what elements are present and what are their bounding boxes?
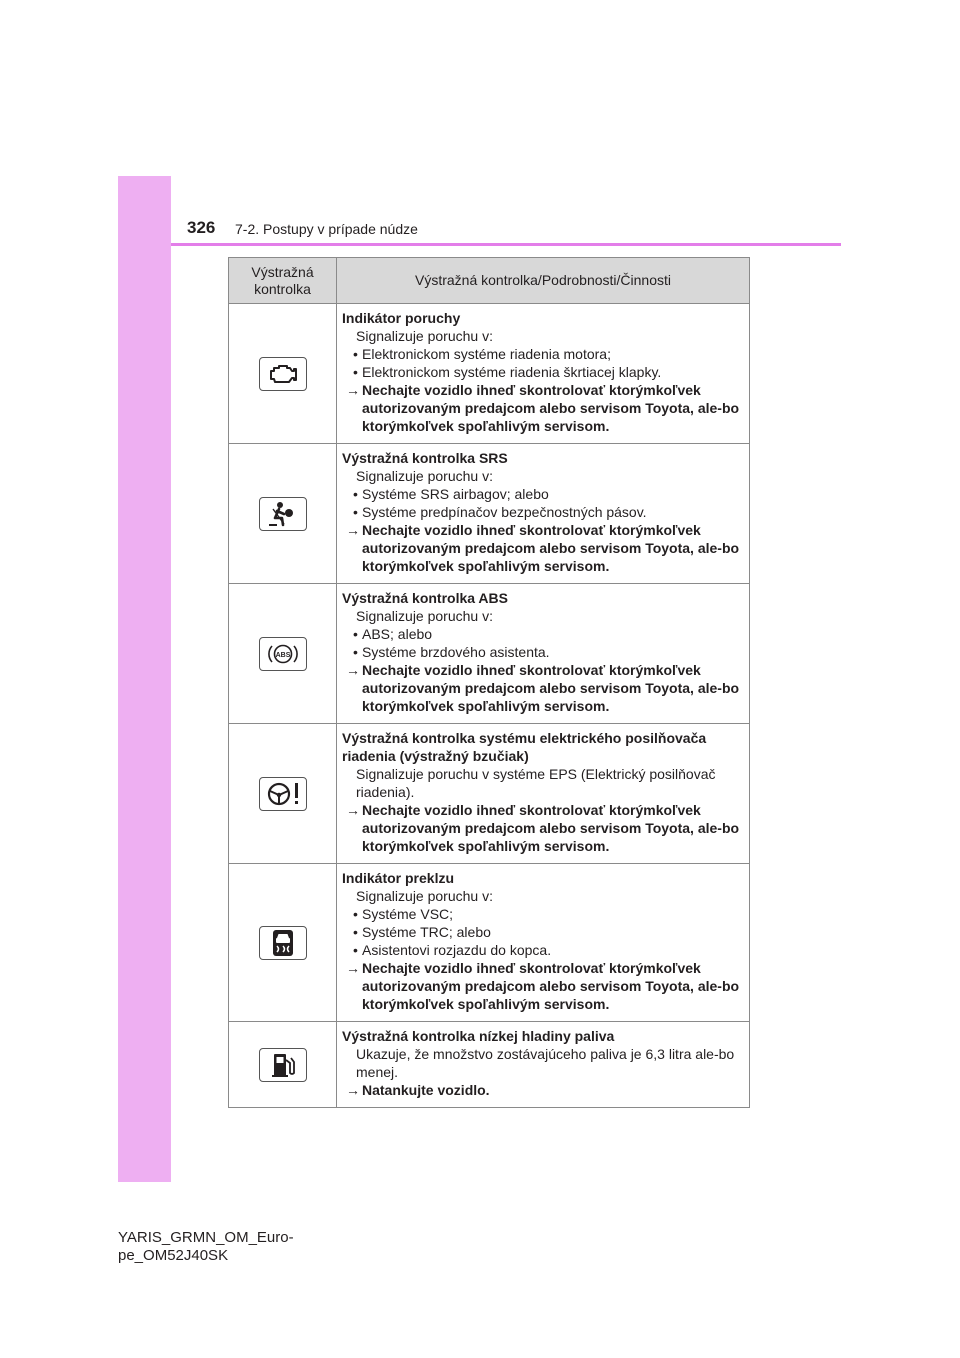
arrow-icon: →	[346, 382, 360, 398]
warning-intro: Signalizuje poruchu v:	[356, 608, 493, 624]
action-text: Nechajte vozidlo ihneď skontrolovať ktorýmkoľvek autorizovaným predajcom alebo servisom Toyota, ale-bo ktorýmkoľvek spoľahlivým servisom.	[362, 522, 740, 574]
table-row	[229, 444, 750, 584]
table-row	[229, 584, 750, 724]
table-row	[229, 724, 750, 864]
icon-cell	[229, 724, 337, 864]
page-number: 326	[187, 218, 216, 237]
abs-icon	[259, 637, 307, 671]
warning-intro: Ukazuje, že množstvo zostávajúceho paliva je 6,3 litra ale-bo menej.	[356, 1046, 735, 1080]
table-header-row	[229, 258, 750, 304]
warning-intro: Signalizuje poruchu v systéme EPS (Elektrický posilňovač riadenia).	[356, 766, 716, 800]
arrow-icon: →	[346, 662, 360, 678]
warning-action	[342, 959, 745, 1013]
icon-cell	[229, 444, 337, 584]
warning-lights-table	[228, 257, 750, 1108]
action-text: Natankujte vozidlo.	[362, 1082, 490, 1098]
warning-intro: Signalizuje poruchu v:	[356, 468, 493, 484]
warning-title: Výstražná kontrolka systému elektrického posilňovača riadenia (výstražný bzučiak)	[342, 730, 707, 764]
document-id-line: YARIS_GRMN_OM_Euro-	[118, 1229, 294, 1246]
warning-bullet: • ABS; alebo	[342, 625, 745, 643]
table-row	[229, 304, 750, 444]
warning-bullet: • Systéme VSC;	[342, 905, 745, 923]
chapter-title: 7-2. Postupy v prípade núdze	[235, 221, 418, 237]
warning-title: Výstražná kontrolka ABS	[342, 590, 508, 606]
engine-malfunction-icon	[259, 357, 307, 391]
warning-bullet: • Elektronickom systéme riadenia škrtiacej klapky.	[342, 363, 745, 381]
arrow-icon: →	[346, 960, 360, 976]
action-text: Nechajte vozidlo ihneď skontrolovať ktorýmkoľvek autorizovaným predajcom alebo servisom Toyota, ale-bo ktorýmkoľvek spoľahlivým servisom.	[362, 662, 740, 714]
description-cell	[337, 1022, 750, 1108]
arrow-icon: →	[346, 802, 360, 818]
column-header-description: Výstražná kontrolka/Podrobnosti/Činnosti	[337, 258, 750, 304]
warning-title: Indikátor preklzu	[342, 870, 455, 886]
warning-action	[342, 381, 745, 435]
arrow-icon: →	[346, 522, 360, 538]
eps-steering-wheel-icon	[259, 777, 307, 811]
warning-intro: Signalizuje poruchu v:	[356, 888, 493, 904]
slip-indicator-icon	[259, 926, 307, 960]
table-row	[229, 864, 750, 1022]
action-text: Nechajte vozidlo ihneď skontrolovať ktorýmkoľvek autorizovaným predajcom alebo servisom Toyota, ale-bo ktorýmkoľvek spoľahlivým servisom.	[362, 960, 740, 1012]
warning-bullet: • Systéme SRS airbagov; alebo	[342, 485, 745, 503]
warning-title: Indikátor poruchy	[342, 310, 461, 326]
description-cell	[337, 864, 750, 1022]
warning-action	[342, 1081, 745, 1099]
abs-icon-label: ABS	[275, 651, 290, 659]
warning-bullet: • Asistentovi rozjazdu do kopca.	[342, 941, 745, 959]
warning-bullet: • Elektronickom systéme riadenia motora;	[342, 345, 745, 363]
warning-action	[342, 801, 745, 855]
low-fuel-icon	[259, 1048, 307, 1082]
table-row	[229, 1022, 750, 1108]
warning-intro: Signalizuje poruchu v:	[356, 328, 493, 344]
description-cell	[337, 584, 750, 724]
warning-title: Výstražná kontrolka SRS	[342, 450, 508, 466]
srs-airbag-icon	[259, 497, 307, 531]
warning-bullet: • Systéme TRC; alebo	[342, 923, 745, 941]
action-text: Nechajte vozidlo ihneď skontrolovať ktorýmkoľvek autorizovaným predajcom alebo servisom Toyota, ale-bo ktorýmkoľvek spoľahlivým servisom.	[362, 802, 740, 854]
warning-bullet: • Systéme predpínačov bezpečnostných pásov.	[342, 503, 745, 521]
action-text: Nechajte vozidlo ihneď skontrolovať ktorýmkoľvek autorizovaným predajcom alebo servisom Toyota, ale-bo ktorýmkoľvek spoľahlivým servisom.	[362, 382, 740, 434]
icon-cell	[229, 864, 337, 1022]
chapter-side-tab	[118, 176, 171, 1182]
warning-bullet: • Systéme brzdového asistenta.	[342, 643, 745, 661]
icon-cell	[229, 1022, 337, 1108]
icon-cell	[229, 304, 337, 444]
warning-action	[342, 661, 745, 715]
header-rule	[171, 243, 841, 246]
warning-action	[342, 521, 745, 575]
warning-title: Výstražná kontrolka nízkej hladiny paliva	[342, 1028, 615, 1044]
document-id-line: pe_OM52J40SK	[118, 1247, 229, 1264]
description-cell	[337, 724, 750, 864]
page-header	[171, 176, 841, 246]
icon-cell	[229, 584, 337, 724]
description-cell	[337, 444, 750, 584]
column-header-icon: Výstražná kontrolka	[229, 258, 337, 304]
arrow-icon: →	[346, 1082, 360, 1098]
document-id-footer	[118, 1229, 294, 1265]
description-cell	[337, 304, 750, 444]
